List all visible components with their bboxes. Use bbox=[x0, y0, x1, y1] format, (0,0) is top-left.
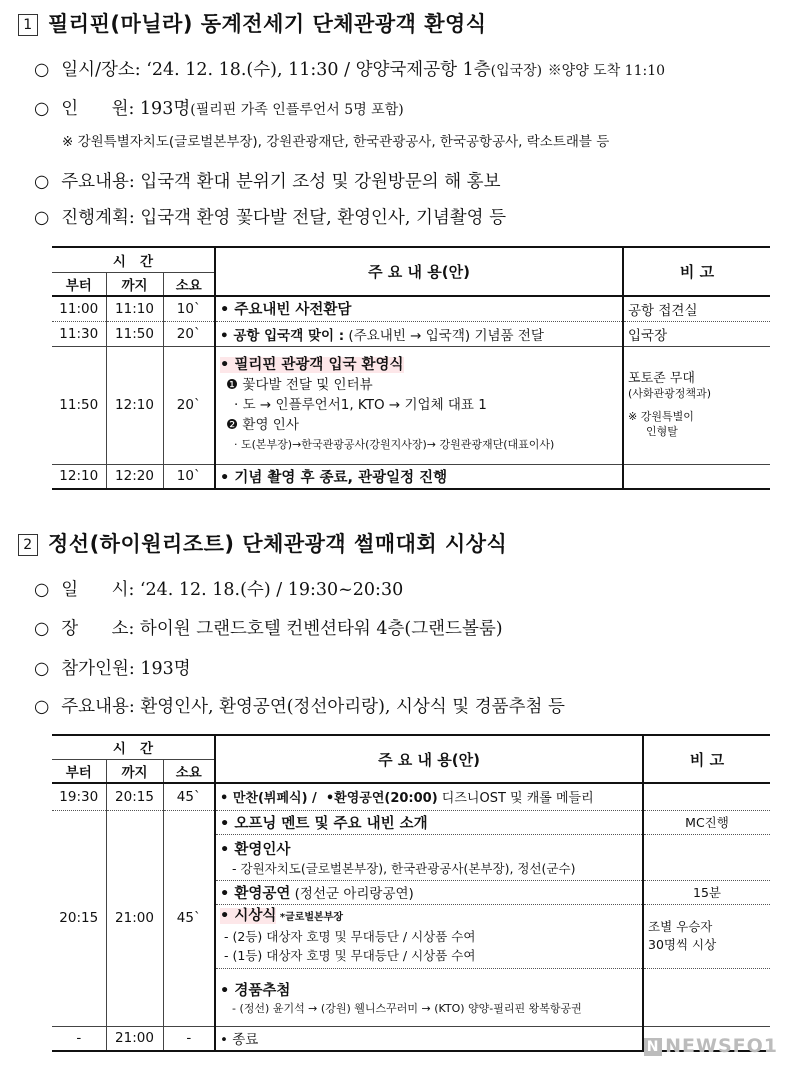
s1-h-content: 주 요 내 용(안) bbox=[215, 247, 623, 296]
s2-r3-content: • 종료 bbox=[215, 1026, 643, 1051]
s2-h-dur: 소요 bbox=[163, 759, 215, 783]
s1-people-small: (필리핀 가족 인플루언서 5명 포함) bbox=[190, 102, 404, 118]
s1-r1-note: 공항 접견실 bbox=[623, 296, 770, 321]
s2-r3-to: 21:00 bbox=[106, 1026, 163, 1051]
s2-item-award-tag: *글로벌본부장 bbox=[276, 912, 344, 923]
s2-item-performance-extra: (정선군 아리랑공연) bbox=[290, 885, 414, 902]
section2-title-text: 정선(하이원리조트) 단체관광객 썰매대회 시상식 bbox=[48, 532, 508, 556]
s2-item-award-note bbox=[643, 904, 770, 968]
s2-h-from: 부터 bbox=[65, 764, 92, 781]
s1-r2-content bbox=[215, 321, 623, 346]
s1-r4-dur: 10` bbox=[163, 464, 215, 489]
section2-title bbox=[18, 528, 507, 558]
s2-r1-content bbox=[215, 783, 643, 810]
s1-arrival-note: ※양양 도착 11:10 bbox=[547, 63, 666, 79]
s1-r1-from: 11:00 bbox=[59, 300, 99, 317]
table-row bbox=[52, 346, 770, 464]
s2-item-greeting bbox=[215, 834, 643, 880]
s2-item-lottery-title: • 경품추첨 bbox=[220, 982, 291, 999]
s1-r3-item2: ❷ 환영 인사 bbox=[226, 417, 299, 433]
newsfo1-watermark bbox=[644, 1035, 778, 1057]
s1-r3-from: 11:50 bbox=[59, 397, 99, 413]
s1-r3-note2: (사화관광정책과) bbox=[628, 387, 711, 400]
s2-r3-from: - bbox=[76, 1030, 82, 1047]
s1-h-time: 시 간 bbox=[52, 247, 215, 272]
s2-item-performance bbox=[215, 880, 643, 904]
s1-r3-dur: 20` bbox=[163, 346, 215, 464]
s1-r4-note bbox=[623, 464, 770, 489]
s2-r1-from: 19:30 bbox=[59, 788, 99, 805]
s1-r2-note: 입국장 bbox=[623, 321, 770, 346]
s1-r1-dur: 10` bbox=[163, 296, 215, 321]
s2-r1-content-bold: • 만찬(뷔페식) / •환영공연(20:00) bbox=[220, 791, 438, 807]
s1-people-text: 인 원: 193명 bbox=[61, 99, 191, 119]
s1-bullet-people: ○ 인 원: 193명(필리핀 가족 인플루언서 5명 포함) bbox=[34, 99, 404, 119]
s2-bullet-content: ○ 주요내용: 환영인사, 환영공연(정선아리랑), 시상식 및 경품추첨 등 bbox=[34, 697, 565, 717]
s1-r2-content-rest: (주요내빈 → 입국객) 기념품 전달 bbox=[344, 327, 544, 344]
s2-item-award bbox=[215, 904, 643, 968]
table-row bbox=[52, 783, 770, 810]
s2-schedule-table bbox=[52, 734, 770, 1052]
s2-item-greeting-title: • 환영인사 bbox=[220, 841, 291, 858]
s1-h-note: 비 고 bbox=[623, 247, 770, 296]
s1-r1-to: 11:10 bbox=[106, 296, 163, 321]
table-row bbox=[52, 810, 770, 834]
s2-bullet-datetime: ○ 일 시: ‘24. 12. 18.(수) / 19:30~20:30 bbox=[34, 580, 404, 600]
s1-plan-text: 진행계획: 입국객 환영 꽃다발 전달, 환영인사, 기념촬영 등 bbox=[61, 208, 507, 228]
s1-r2-from: 11:30 bbox=[59, 325, 99, 342]
s2-item-performance-title: • 환영공연 bbox=[220, 885, 291, 902]
s2-content-text: 주요내용: 환영인사, 환영공연(정선아리랑), 시상식 및 경품추첨 등 bbox=[61, 697, 565, 717]
s1-r2-content-bold: • 공항 입국객 맞이 : bbox=[220, 327, 345, 344]
s2-r1-to: 20:15 bbox=[106, 783, 163, 810]
s2-datetime-text: 일 시: ‘24. 12. 18.(수) / 19:30~20:30 bbox=[61, 580, 404, 600]
s2-bullet-people: ○ 참가인원: 193명 bbox=[34, 659, 191, 679]
s2-h-to: 까지 bbox=[106, 759, 163, 783]
s2-bullet-place: ○ 장 소: 하이원 그랜드호텔 컨벤션타워 4층(그랜드볼룸) bbox=[34, 619, 503, 639]
s2-item-award-title: • 시상식 bbox=[220, 908, 277, 924]
table-row bbox=[52, 321, 770, 346]
s1-attendees-note: ※ 강원특별자치도(글로벌본부장), 강원관광재단, 한국관광공사, 한국공항공사, 락소트래블 등 bbox=[62, 134, 610, 150]
s1-r4-from: 12:10 bbox=[59, 468, 99, 485]
s2-item-lottery bbox=[215, 968, 643, 1026]
s1-content-text: 주요내용: 입국객 환대 분위기 조성 및 강원방문의 해 홍보 bbox=[61, 172, 501, 192]
s1-r3-note4: 인형탈 bbox=[646, 425, 678, 438]
section1-title bbox=[18, 8, 487, 38]
s1-bullet-content: ○ 주요내용: 입국객 환대 분위기 조성 및 강원방문의 해 홍보 bbox=[34, 172, 501, 192]
s1-r3-item1-detail: · 도 → 인플루언서1, KTO → 기업체 대표 1 bbox=[234, 397, 487, 413]
s1-datetime-text: 일시/장소: ‘24. 12. 18.(수), 11:30 / 양양국제공항 1층 bbox=[61, 60, 491, 80]
s2-item-greeting-sub: - 강원자치도(글로벌본부장), 한국관광공사(본부장), 정선(군수) bbox=[232, 860, 576, 876]
s1-bullet-datetime: ○ 일시/장소: ‘24. 12. 18.(수), 11:30 / 양양국제공항 1층(입국장) ※양양 도착 11:10 bbox=[34, 60, 666, 80]
s1-r3-note1: 포토존 무대 bbox=[628, 371, 695, 386]
s1-r3-note bbox=[623, 346, 770, 464]
s2-h-time: 시 간 bbox=[52, 735, 215, 759]
section1-number: 1 bbox=[18, 14, 38, 36]
s2-r3-dur: - bbox=[163, 1026, 215, 1051]
s1-datetime-small: (입국장) bbox=[490, 63, 543, 79]
s2-item-award-1st: - (1등) 대상자 호명 및 무대등단 / 시상품 수여 bbox=[224, 948, 476, 963]
s2-r1-content-rest: 디즈니OST 및 캐롤 메들리 bbox=[437, 791, 594, 807]
s1-r3-note3: ※ 강원특별이 bbox=[628, 410, 694, 423]
s1-bullet-plan: ○ 진행계획: 입국객 환영 꽃다발 전달, 환영인사, 기념촬영 등 bbox=[34, 208, 507, 228]
s2-r2-from: 20:15 bbox=[59, 910, 99, 926]
s1-r1-content: • 주요내빈 사전환담 bbox=[215, 296, 623, 321]
s2-r2-dur: 45` bbox=[163, 810, 215, 1026]
s1-h-from: 부터 bbox=[65, 277, 92, 294]
s2-item-award-note1: 조별 우승자 bbox=[648, 919, 713, 934]
s1-r3-content bbox=[215, 346, 623, 464]
s2-h-note: 비 고 bbox=[643, 735, 770, 783]
s1-r4-content: • 기념 촬영 후 종료, 관광일정 진행 bbox=[215, 464, 623, 489]
section2-number: 2 bbox=[18, 534, 38, 556]
section1-title-text: 필리핀(마닐라) 동계전세기 단체관광객 환영식 bbox=[48, 12, 487, 36]
s1-r3-to: 12:10 bbox=[106, 346, 163, 464]
s1-r3-item2-detail: · 도(본부장)→한국관광공사(강원지사장)→ 강원관광재단(대표이사) bbox=[234, 438, 555, 451]
s1-h-dur: 소요 bbox=[163, 272, 215, 296]
s1-h-to: 까지 bbox=[106, 272, 163, 296]
s1-schedule-table bbox=[52, 246, 770, 490]
s2-h-content: 주 요 내 용(안) bbox=[215, 735, 643, 783]
s2-people-text: 참가인원: 193명 bbox=[61, 659, 191, 679]
watermark-logo-icon: N bbox=[644, 1038, 662, 1056]
s2-r2-to: 21:00 bbox=[106, 810, 163, 1026]
table-row bbox=[52, 464, 770, 489]
s2-item-award-2nd: - (2등) 대상자 호명 및 무대등단 / 시상품 수여 bbox=[224, 929, 476, 944]
s1-r3-item1: ❶ 꽃다발 전달 및 인터뷰 bbox=[226, 377, 373, 393]
s2-item-lottery-sub: - (정선) 윤기석 → (강원) 웰니스꾸러미 → (KTO) 양양-필리핀 왕복항공권 bbox=[232, 1001, 582, 1015]
table-row bbox=[52, 296, 770, 321]
s2-item-opening: • 오프닝 멘트 및 주요 내빈 소개 bbox=[215, 810, 643, 834]
s1-r2-dur: 20` bbox=[163, 321, 215, 346]
s2-item-performance-note: 15분 bbox=[643, 880, 770, 904]
s1-r3-title: • 필리핀 관광객 입국 환영식 bbox=[220, 357, 404, 373]
s2-place-text: 장 소: 하이원 그랜드호텔 컨벤션타워 4층(그랜드볼룸) bbox=[61, 619, 503, 639]
s1-r2-to: 11:50 bbox=[106, 321, 163, 346]
watermark-text: NEWSFO1 bbox=[665, 1035, 778, 1057]
s2-r1-dur: 45` bbox=[163, 783, 215, 810]
s2-item-award-note2: 30명씩 시상 bbox=[648, 937, 717, 952]
s1-r4-to: 12:20 bbox=[106, 464, 163, 489]
s2-item-opening-note: MC진행 bbox=[643, 810, 770, 834]
s2-r1-note bbox=[643, 783, 770, 810]
